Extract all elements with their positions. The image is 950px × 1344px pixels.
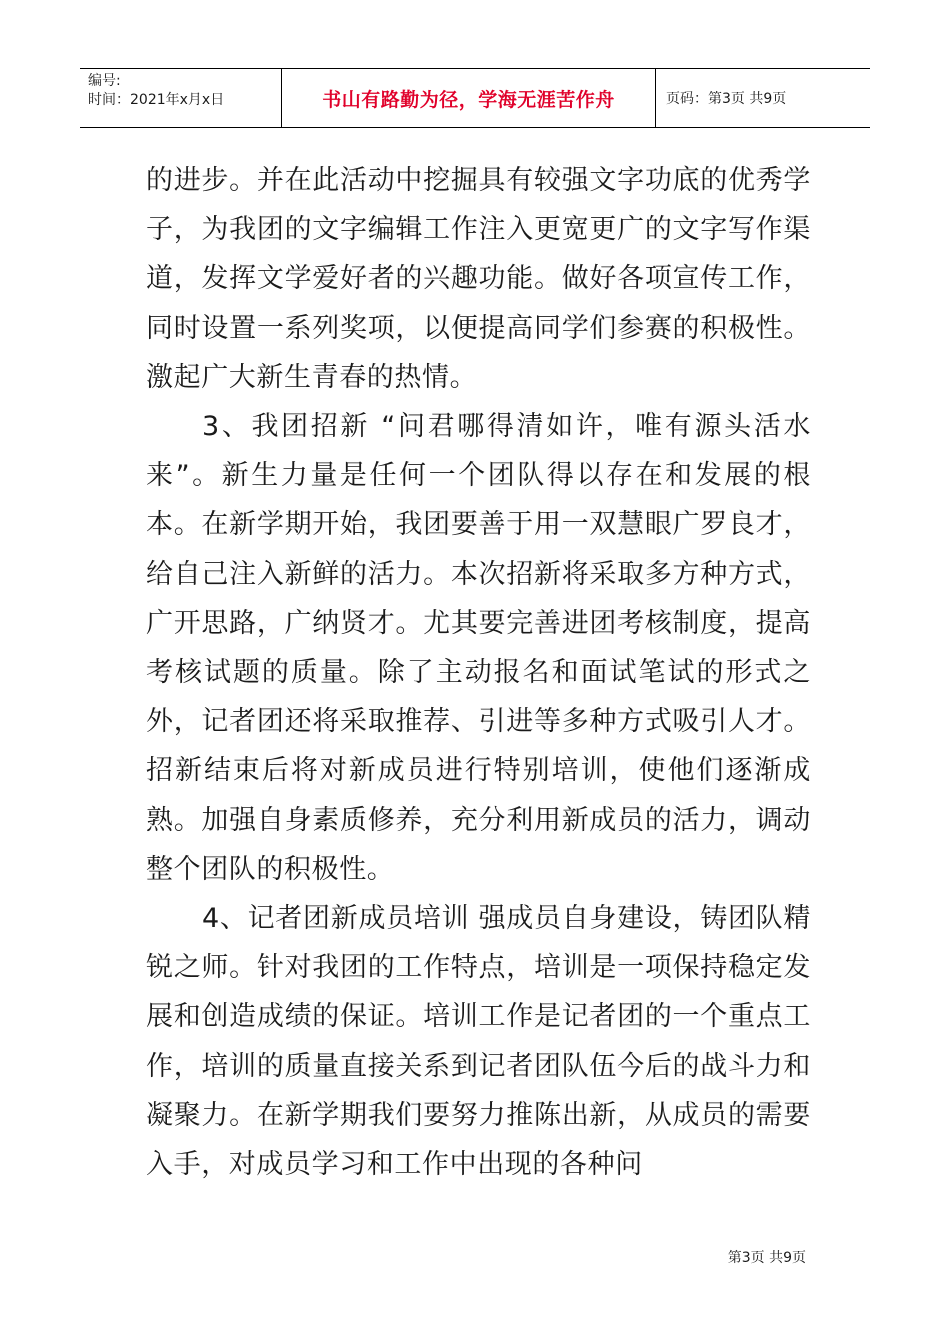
body-paragraph: 3、我团招新 “问君哪得清如许，唯有源头活水来”。新生力量是任何一个团队得以存在和发展的根本。在新学期开始，我团要善于用一双慧眼广罗良才，给自己注入新鲜的活力。本次招新将采取多方种方式，广开思路，广纳贤才。尤其要完善进团考核制度，提高考核试题的质量。除了主动报名和面试笔试的形式之外，记者团还将采取推荐、引进等多种方式吸引人才。招新结束后将对新成员进行特别培训，使他们逐渐成熟。加强自身素质修养，充分利用新成员的活力，调动整个团队的积极性。: [146, 411, 811, 885]
page-footer: [728, 1247, 806, 1267]
document-header: [80, 68, 870, 128]
document-body: [146, 156, 811, 1189]
header-page-label: 页码：第3页 共9页: [666, 91, 787, 107]
header-meta-cell: [80, 69, 282, 127]
number-label: 编号:: [88, 73, 121, 89]
body-paragraph: 的进步。并在此活动中挖掘具有较强文字功底的优秀学子，为我团的文字编辑工作注入更宽更广的文字写作渠道，发挥文学爱好者的兴趣功能。做好各项宣传工作，同时设置一系列奖项，以便提高同学们参赛的积极性。激起广大新生青春的热情。: [146, 165, 811, 393]
header-motto: 书山有路勤为径，学海无涯苦作舟: [322, 88, 615, 111]
header-page-cell: [656, 69, 870, 127]
footer-page-label: 第3页 共9页: [727, 1250, 806, 1266]
time-label: 时间：2021年x月x日: [88, 92, 225, 108]
header-motto-cell: [282, 69, 656, 127]
body-paragraph: 4、记者团新成员培训 强成员自身建设，铸团队精锐之师。针对我团的工作特点，培训是一项保持稳定发展和创造成绩的保证。培训工作是记者团的一个重点工作，培训的质量直接关系到记者团队伍今后的战斗力和凝聚力。在新学期我们要努力推陈出新，从成员的需要入手，对成员学习和工作中出现的各种问: [146, 903, 811, 1181]
